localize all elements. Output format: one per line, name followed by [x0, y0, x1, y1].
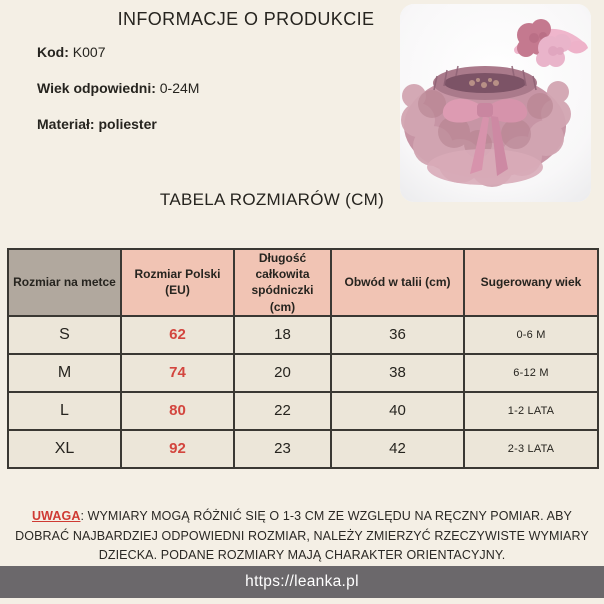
size-table-header-row — [8, 249, 598, 316]
cell-length: 22 — [234, 392, 331, 430]
info-value: K007 — [72, 44, 106, 60]
cell-eu-size: 74 — [121, 354, 234, 392]
cell-age: 6-12 M — [464, 354, 598, 392]
info-label: Wiek odpowiedni: — [37, 80, 156, 96]
note-label: UWAGA — [32, 509, 81, 523]
cell-size: L — [8, 392, 121, 430]
table-row — [8, 316, 598, 354]
table-row — [8, 430, 598, 468]
page-title: INFORMACJE O PRODUKCIE — [117, 9, 375, 29]
table-row — [8, 392, 598, 430]
product-info-block — [37, 44, 199, 152]
cell-length: 20 — [234, 354, 331, 392]
col-header-label-size: Rozmiar na metce — [8, 249, 121, 316]
cell-age: 0-6 M — [464, 316, 598, 354]
cell-waist: 36 — [331, 316, 464, 354]
measurement-note — [13, 507, 591, 566]
col-header-waist: Obwód w talii (cm) — [331, 249, 464, 316]
note-text: : WYMIARY MOGĄ RÓŻNIĆ SIĘ O 1-3 CM ZE WZGLĘDU NA RĘCZNY POMIAR. ABY DOBRAĆ NAJBARDZIEJ ODPOWIEDNI ROZMIAR, NALEŻY ZMIERZYĆ RZECZYWISTE WYMIARY DZIECKA. PODANE ROZMIARY MAJĄ CHARAKTER ORIENTACYJNY. — [15, 509, 589, 562]
cell-eu-size: 92 — [121, 430, 234, 468]
size-table-title: TABELA ROZMIARÓW (CM) — [159, 190, 385, 209]
cell-age: 1-2 LATA — [464, 392, 598, 430]
info-value: poliester — [98, 116, 157, 132]
cell-size: XL — [8, 430, 121, 468]
info-line-wiek — [37, 80, 199, 94]
cell-eu-size: 80 — [121, 392, 234, 430]
cell-waist: 40 — [331, 392, 464, 430]
cell-waist: 42 — [331, 430, 464, 468]
size-table — [7, 248, 599, 469]
col-header-suggested-age: Sugerowany wiek — [464, 249, 598, 316]
col-header-eu-size: Rozmiar Polski (EU) — [121, 249, 234, 316]
cell-age: 2-3 LATA — [464, 430, 598, 468]
product-photo-tutu-headband — [400, 4, 591, 202]
cell-length: 18 — [234, 316, 331, 354]
table-row — [8, 354, 598, 392]
info-value: 0-24M — [159, 80, 200, 96]
info-line-kod — [37, 44, 199, 58]
cell-eu-size: 62 — [121, 316, 234, 354]
cell-waist: 38 — [331, 354, 464, 392]
info-label: Kod: — [37, 44, 69, 60]
footer-url: https://leanka.pl — [245, 573, 359, 590]
info-label: Materiał: — [37, 116, 95, 132]
cell-size: S — [8, 316, 121, 354]
info-line-material — [37, 116, 199, 130]
col-header-skirt-length: Długość całkowita spódniczki (cm) — [234, 249, 331, 316]
tutu-skirt-illustration — [400, 4, 591, 202]
cell-size: M — [8, 354, 121, 392]
cell-length: 23 — [234, 430, 331, 468]
footer-bar — [0, 566, 604, 598]
